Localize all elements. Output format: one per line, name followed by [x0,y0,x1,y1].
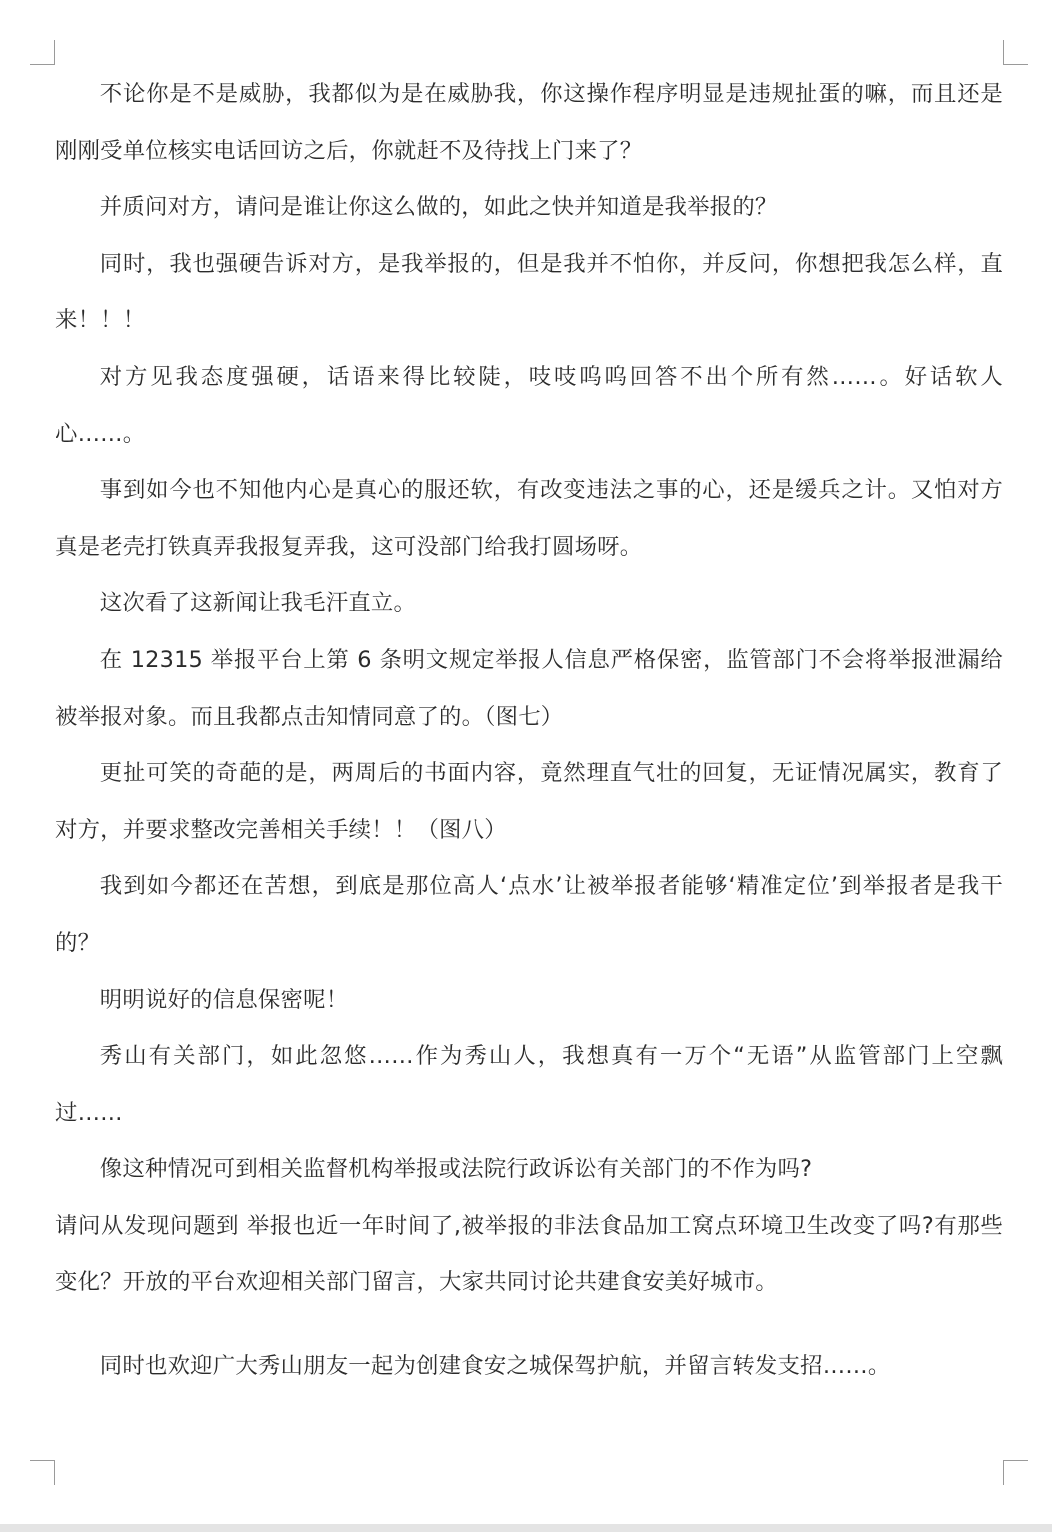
crop-mark-bottom-right [1003,1460,1028,1485]
paragraph: 明明说好的信息保密呢！ [99,986,349,1013]
paragraph: 同时，我也强硬告诉对方，是我举报的，但是我并不怕你，并反问，你想把我怎么样，直来！！！ [55,250,1003,334]
crop-mark-top-right [1003,40,1028,65]
paragraph: 像这种情况可到相关监督机构举报或法院行政诉讼有关部门的不作为吗? [99,1156,813,1183]
paragraph: 事到如今也不知他内心是真心的服还软，有改变违法之事的心，还是缓兵之计。又怕对方真是老壳打铁真弄我报复弄我，这可没部门给我打圆场呀。 [55,477,1003,560]
crop-mark-bottom-left [30,1460,55,1485]
paragraph: 同时也欢迎广大秀山朋友一起为创建食安之城保驾护航，并留言转发支招……。 [99,1352,891,1379]
paragraph: 对方见我态度强硬，话语来得比较陡，吱吱呜呜回答不出个所有然……。好话软人心……。 [55,363,1003,447]
crop-mark-top-left [30,40,55,65]
paragraph: 这次看了这新闻让我毛汗直立。 [99,590,417,617]
paragraph: 在 12315 举报平台上第 6 条明文规定举报人信息严格保密，监管部门不会将举报泄漏给被举报对象。而且我都点击知情同意了的。（图七） [55,646,1003,730]
paragraph: 不论你是不是威胁，我都似为是在威胁我，你这操作程序明显是违规扯蛋的嘛，而且还是刚刚受单位核实电话回访之后，你就赶不及待找上门来了？ [55,81,1003,164]
paragraph: 更扯可笑的奇葩的是，两周后的书面内容，竟然理直气壮的回复，无证情况属实，教育了对方，并要求整改完善相关手续！！（图八） [55,760,1003,843]
page-bottom-edge [0,1524,1052,1532]
paragraph: 请问从发现问题到 举报也近一年时间了,被举报的非法食品加工窝点环境卫生改变了吗?有那些变化？开放的平台欢迎相关部门留言，大家共同讨论共建食安美好城市。 [55,1212,1003,1295]
paragraph: 秀山有关部门，如此忽悠……作为秀山人，我想真有一万个“无语”从监管部门上空飘过…… [55,1043,1003,1126]
paragraph: 并质问对方，请问是谁让你这么做的，如此之快并知道是我举报的？ [99,194,778,221]
document-body [55,66,1003,1394]
paragraph: 我到如今都还在苦想，到底是那位高人‘点水’让被举报者能够‘精准定位’到举报者是我干的？ [55,873,1003,956]
